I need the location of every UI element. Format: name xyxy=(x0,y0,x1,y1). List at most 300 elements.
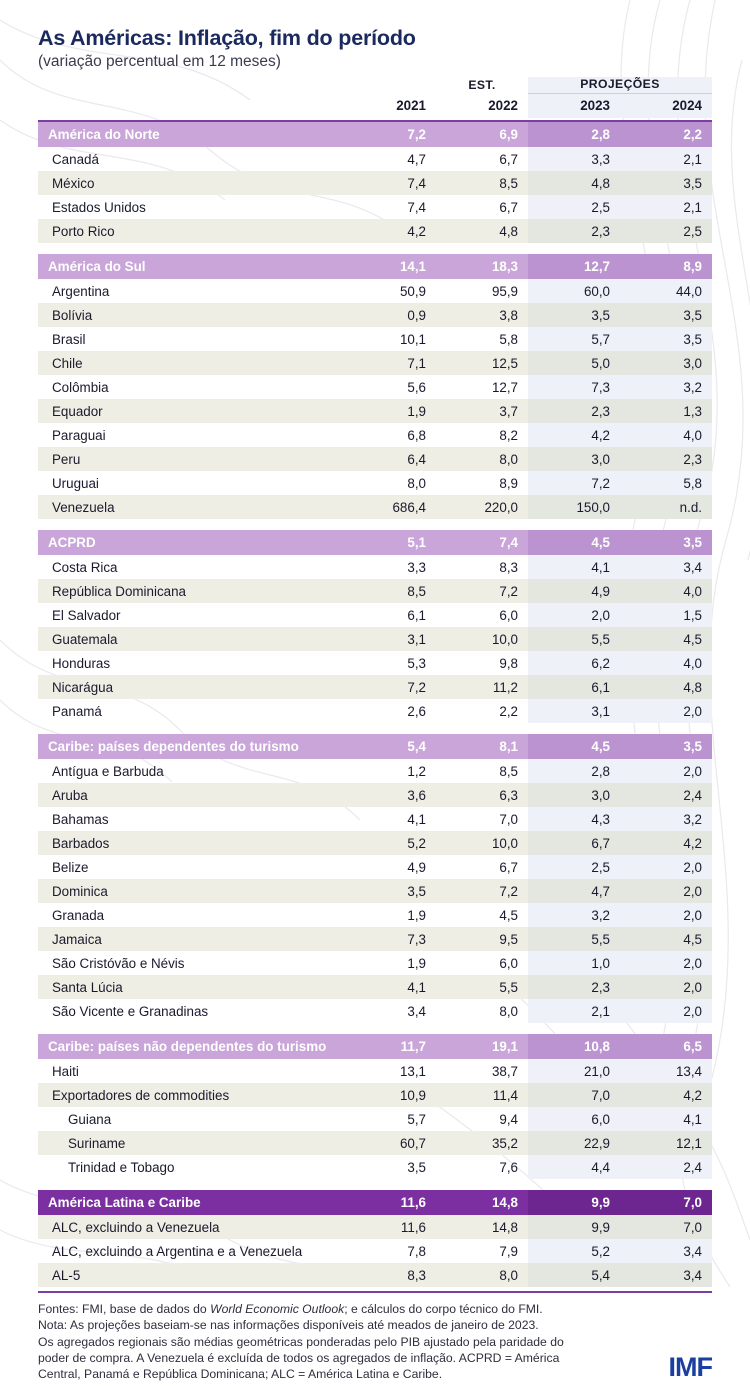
row-label: Colômbia xyxy=(52,379,109,395)
row-value-2021: 3,6 xyxy=(344,783,436,807)
table-row xyxy=(38,831,712,855)
row-value-2022: 8,9 xyxy=(499,475,518,491)
table-row xyxy=(38,495,712,519)
row-value-2021: 3,5 xyxy=(344,879,436,903)
row-label: ALC, excluindo a Argentina e a Venezuela xyxy=(52,1243,303,1259)
row-value-2024: 3,5 xyxy=(620,327,712,351)
table-group-row xyxy=(38,530,712,555)
row-value-2024: 4,2 xyxy=(620,831,712,855)
row-value-2023: 5,0 xyxy=(528,351,620,375)
row-value-2023: 4,2 xyxy=(528,423,620,447)
row-value-2021: 1,2 xyxy=(407,763,426,779)
row-value-2021: 1,9 xyxy=(407,955,426,971)
row-value-2024: 6,5 xyxy=(620,1034,712,1059)
row-value-2024: 2,0 xyxy=(620,999,712,1023)
table-row xyxy=(38,471,712,495)
row-value-2022: 220,0 xyxy=(436,495,528,519)
table-row xyxy=(38,927,712,951)
row-value-2024: 4,0 xyxy=(620,579,712,603)
table-header xyxy=(38,77,712,121)
row-value-2022: 2,2 xyxy=(499,703,518,719)
row-label: Antígua e Barbuda xyxy=(52,763,164,779)
row-label: Caribe: países não dependentes do turismo xyxy=(38,1034,344,1059)
table-row xyxy=(38,675,712,699)
row-value-2024: 3,0 xyxy=(620,351,712,375)
row-value-2022: 35,2 xyxy=(436,1131,528,1155)
row-value-2023: 22,9 xyxy=(528,1131,620,1155)
table-row xyxy=(38,219,712,243)
table-total-row xyxy=(38,1190,712,1215)
spacer-cell xyxy=(38,519,712,530)
row-value-2021: 4,1 xyxy=(407,811,426,827)
row-value-2022: 8,1 xyxy=(436,734,528,759)
row-label: Peru xyxy=(38,447,344,471)
row-value-2024: 3,4 xyxy=(620,1263,712,1287)
table-row xyxy=(38,603,712,627)
row-label: Suriname xyxy=(38,1131,344,1155)
row-value-2024: 3,4 xyxy=(620,1239,712,1263)
footnote-line-4: poder de compra. A Venezuela é excluída de todos os agregados de inflação. ACPRD = América xyxy=(38,1350,560,1365)
table-row xyxy=(38,447,712,471)
row-value-2024: 7,0 xyxy=(620,1215,712,1239)
row-value-2022: 8,3 xyxy=(499,559,518,575)
row-label: Canadá xyxy=(52,151,99,167)
row-value-2023: 2,8 xyxy=(528,121,620,147)
row-label: ALC, excluindo a Venezuela xyxy=(38,1215,344,1239)
row-value-2021: 5,2 xyxy=(344,831,436,855)
spacer-cell xyxy=(38,1179,712,1190)
row-label: Equador xyxy=(38,399,344,423)
spacer-cell xyxy=(38,243,712,254)
row-label: Granada xyxy=(52,907,105,923)
row-label: Paraguai xyxy=(52,427,106,443)
row-value-2022: 7,9 xyxy=(499,1243,518,1259)
table-row xyxy=(38,651,712,675)
row-value-2021: 4,1 xyxy=(344,975,436,999)
row-value-2024: 2,2 xyxy=(620,121,712,147)
row-value-2024: 1,3 xyxy=(620,399,712,423)
row-value-2022: 6,7 xyxy=(499,151,518,167)
table-group-row xyxy=(38,734,712,759)
row-value-2021: 6,4 xyxy=(344,447,436,471)
row-label: Haiti xyxy=(52,1063,79,1079)
row-value-2024: 12,1 xyxy=(620,1131,712,1155)
table-row xyxy=(38,555,712,579)
row-value-2021: 8,0 xyxy=(407,475,426,491)
row-value-2022: 11,2 xyxy=(436,675,528,699)
table-row xyxy=(38,399,712,423)
row-value-2023: 150,0 xyxy=(528,495,620,519)
row-value-2024: 2,4 xyxy=(620,1155,712,1179)
row-value-2024: 2,0 xyxy=(620,879,712,903)
row-value-2022: 6,9 xyxy=(436,121,528,147)
row-value-2024: 4,8 xyxy=(620,675,712,699)
footnote-sources xyxy=(38,1301,712,1317)
row-value-2024: 3,2 xyxy=(620,807,712,831)
footnote-sources-prefix: Fontes: FMI, base de dados do xyxy=(38,1302,211,1317)
row-value-2022: 10,0 xyxy=(436,831,528,855)
row-value-2022: 7,0 xyxy=(499,811,518,827)
row-value-2022: 8,5 xyxy=(499,763,518,779)
row-value-2023: 4,8 xyxy=(528,171,620,195)
row-value-2023: 5,5 xyxy=(528,927,620,951)
table-row xyxy=(38,279,712,303)
row-label: Porto Rico xyxy=(38,219,344,243)
row-value-2022: 95,9 xyxy=(491,283,518,299)
row-value-2022: 3,8 xyxy=(436,303,528,327)
row-value-2022: 6,0 xyxy=(499,955,518,971)
row-label: Argentina xyxy=(52,283,110,299)
row-value-2021: 7,4 xyxy=(407,199,426,215)
row-label: Caribe: países dependentes do turismo xyxy=(38,734,344,759)
row-value-2023: 7,3 xyxy=(528,375,620,399)
row-value-2022: 6,3 xyxy=(436,783,528,807)
row-value-2023: 2,3 xyxy=(528,399,620,423)
row-value-2022: 4,5 xyxy=(499,907,518,923)
row-value-2021: 11,6 xyxy=(344,1215,436,1239)
row-value-2023: 6,7 xyxy=(528,831,620,855)
table-row xyxy=(38,951,712,975)
row-value-2024: 13,4 xyxy=(620,1059,712,1083)
header-est-label: EST. xyxy=(468,77,496,92)
footnote-sources-suffix: ; e cálculos do corpo técnico do FMI. xyxy=(344,1302,543,1317)
table-row xyxy=(38,171,712,195)
row-label: Brasil xyxy=(52,331,86,347)
table-row xyxy=(38,879,712,903)
row-value-2023: 9,9 xyxy=(528,1190,620,1215)
row-value-2021: 4,7 xyxy=(407,151,426,167)
row-value-2021: 5,7 xyxy=(407,1111,426,1127)
table-row xyxy=(38,903,712,927)
row-label: República Dominicana xyxy=(38,579,344,603)
spacer-cell xyxy=(38,1023,712,1034)
row-value-2021: 6,1 xyxy=(407,607,426,623)
row-value-2024: 4,5 xyxy=(620,627,712,651)
row-label: São Vicente e Granadinas xyxy=(52,1003,209,1019)
row-value-2024: 3,5 xyxy=(620,303,712,327)
row-value-2022: 6,7 xyxy=(499,199,518,215)
row-value-2023: 4,5 xyxy=(528,734,620,759)
row-label: Uruguai xyxy=(52,475,99,491)
row-label: América do Sul xyxy=(38,254,344,279)
row-value-2022: 3,7 xyxy=(436,399,528,423)
row-value-2022: 8,2 xyxy=(499,427,518,443)
row-value-2023: 9,9 xyxy=(528,1215,620,1239)
table-row xyxy=(38,999,712,1023)
row-value-2021: 14,1 xyxy=(344,254,436,279)
row-value-2024: 5,8 xyxy=(620,471,712,495)
row-value-2024: 1,5 xyxy=(620,603,712,627)
row-value-2022: 38,7 xyxy=(491,1063,518,1079)
row-value-2021: 5,4 xyxy=(344,734,436,759)
column-header-2022: 2022 xyxy=(488,98,518,114)
row-value-2024: 44,0 xyxy=(620,279,712,303)
row-value-2024: 2,1 xyxy=(620,195,712,219)
row-value-2023: 4,1 xyxy=(528,555,620,579)
table-row xyxy=(38,303,712,327)
row-value-2021: 2,6 xyxy=(407,703,426,719)
table-row xyxy=(38,627,712,651)
row-value-2021: 5,1 xyxy=(344,530,436,555)
row-value-2022: 6,7 xyxy=(499,859,518,875)
table-row xyxy=(38,1239,712,1263)
row-value-2024: n.d. xyxy=(620,495,712,519)
row-value-2021: 0,9 xyxy=(344,303,436,327)
row-value-2021: 5,3 xyxy=(407,655,426,671)
row-value-2023: 4,3 xyxy=(528,807,620,831)
row-value-2023: 60,0 xyxy=(528,279,620,303)
row-value-2024: 2,5 xyxy=(620,219,712,243)
row-label: Jamaica xyxy=(38,927,344,951)
row-value-2024: 3,2 xyxy=(620,375,712,399)
row-value-2023: 5,5 xyxy=(528,627,620,651)
row-value-2023: 4,5 xyxy=(528,530,620,555)
table-row xyxy=(38,1107,712,1131)
table-row xyxy=(38,699,712,723)
row-value-2023: 3,3 xyxy=(528,147,620,171)
row-value-2022: 5,5 xyxy=(436,975,528,999)
column-header-2024: 2024 xyxy=(620,94,712,119)
page-title: As Américas: Inflação, fim do período xyxy=(38,26,416,50)
table-group-row xyxy=(38,1034,712,1059)
row-value-2022: 9,8 xyxy=(499,655,518,671)
row-value-2021: 50,9 xyxy=(399,283,426,299)
row-value-2023: 6,1 xyxy=(528,675,620,699)
table-row xyxy=(38,1059,712,1083)
row-label: Santa Lúcia xyxy=(38,975,344,999)
row-label: Honduras xyxy=(52,655,111,671)
row-value-2023: 3,5 xyxy=(528,303,620,327)
table-row xyxy=(38,1215,712,1239)
row-value-2022: 19,1 xyxy=(436,1034,528,1059)
row-value-2021: 3,1 xyxy=(344,627,436,651)
table-bottom-rule xyxy=(38,1291,712,1293)
row-label: Bolívia xyxy=(38,303,344,327)
row-value-2024: 2,0 xyxy=(620,951,712,975)
row-value-2022: 10,0 xyxy=(436,627,528,651)
table-row xyxy=(38,147,712,171)
row-value-2024: 2,1 xyxy=(620,147,712,171)
row-value-2023: 7,0 xyxy=(528,1083,620,1107)
row-label: Aruba xyxy=(38,783,344,807)
row-value-2023: 3,0 xyxy=(528,783,620,807)
imf-logo: IMF xyxy=(668,1352,712,1383)
row-label: Panamá xyxy=(52,703,102,719)
row-value-2021: 7,2 xyxy=(344,121,436,147)
inflation-table xyxy=(38,77,712,1287)
row-value-2023: 21,0 xyxy=(528,1059,620,1083)
row-value-2022: 8,5 xyxy=(436,171,528,195)
row-value-2021: 10,9 xyxy=(344,1083,436,1107)
row-value-2023: 5,4 xyxy=(528,1263,620,1287)
table-row xyxy=(38,327,712,351)
row-value-2022: 18,3 xyxy=(436,254,528,279)
footnote-sources-publication: World Economic Outlook xyxy=(210,1302,345,1317)
row-label: Exportadores de commodities xyxy=(38,1083,344,1107)
row-value-2021: 3,5 xyxy=(407,1159,426,1175)
row-value-2022: 8,0 xyxy=(499,1003,518,1019)
table-group-row xyxy=(38,254,712,279)
row-value-2021: 686,4 xyxy=(344,495,436,519)
row-label: ACPRD xyxy=(38,530,344,555)
row-label: São Cristóvão e Névis xyxy=(52,955,185,971)
row-label: Chile xyxy=(38,351,344,375)
table-spacer-row xyxy=(38,519,712,530)
spacer-cell xyxy=(38,723,712,734)
row-value-2022: 8,0 xyxy=(436,447,528,471)
table-body xyxy=(38,121,712,1287)
row-label: México xyxy=(38,171,344,195)
table-spacer-row xyxy=(38,243,712,254)
table-group-row xyxy=(38,121,712,147)
row-label: América do Norte xyxy=(38,121,344,147)
table-row xyxy=(38,1131,712,1155)
row-value-2024: 4,0 xyxy=(620,651,712,675)
row-value-2023: 6,2 xyxy=(528,651,620,675)
row-value-2023: 6,0 xyxy=(528,1107,620,1131)
footnotes xyxy=(38,1301,712,1381)
row-value-2024: 2,0 xyxy=(620,759,712,783)
table-row xyxy=(38,375,712,399)
row-value-2023: 3,1 xyxy=(528,699,620,723)
row-value-2022: 9,5 xyxy=(436,927,528,951)
footnote-line-2: Nota: As projeções baseiam-se nas informações disponíveis até meados de janeiro de 2023. xyxy=(38,1318,539,1333)
column-header-2023: 2023 xyxy=(528,94,620,119)
footnote-line-5: Central, Panamá e República Dominicana; ALC = América Latina e Caribe. xyxy=(38,1366,443,1381)
header-projections-label: PROJEÇÕES xyxy=(528,77,712,94)
row-value-2021: 4,9 xyxy=(407,859,426,875)
row-value-2021: 11,6 xyxy=(344,1190,436,1215)
table-row xyxy=(38,855,712,879)
row-label: Nicarágua xyxy=(38,675,344,699)
row-value-2023: 2,1 xyxy=(528,999,620,1023)
row-value-2021: 10,1 xyxy=(399,331,426,347)
row-label: El Salvador xyxy=(52,607,121,623)
row-value-2024: 2,0 xyxy=(620,699,712,723)
row-value-2023: 1,0 xyxy=(528,951,620,975)
row-value-2024: 7,0 xyxy=(620,1190,712,1215)
row-value-2021: 11,7 xyxy=(344,1034,436,1059)
row-value-2024: 8,9 xyxy=(620,254,712,279)
row-value-2024: 2,0 xyxy=(620,903,712,927)
row-value-2024: 3,5 xyxy=(620,734,712,759)
row-value-2023: 4,9 xyxy=(528,579,620,603)
row-value-2022: 11,4 xyxy=(436,1083,528,1107)
row-value-2021: 7,1 xyxy=(344,351,436,375)
table-row xyxy=(38,1083,712,1107)
row-value-2024: 2,0 xyxy=(620,855,712,879)
table-row xyxy=(38,195,712,219)
row-label: Guiana xyxy=(68,1111,112,1127)
row-value-2021: 3,3 xyxy=(407,559,426,575)
row-value-2022: 6,0 xyxy=(499,607,518,623)
table-row xyxy=(38,579,712,603)
row-value-2023: 2,5 xyxy=(528,855,620,879)
row-value-2021: 8,5 xyxy=(344,579,436,603)
row-value-2024: 3,4 xyxy=(620,555,712,579)
table-row xyxy=(38,423,712,447)
row-value-2022: 7,2 xyxy=(436,579,528,603)
row-value-2023: 2,3 xyxy=(528,975,620,999)
row-value-2022: 5,8 xyxy=(499,331,518,347)
row-label: AL-5 xyxy=(38,1263,344,1287)
row-value-2021: 13,1 xyxy=(399,1063,426,1079)
row-label: Dominica xyxy=(38,879,344,903)
row-value-2021: 5,6 xyxy=(407,379,426,395)
table-row xyxy=(38,783,712,807)
row-value-2024: 2,3 xyxy=(620,447,712,471)
row-label: Costa Rica xyxy=(52,559,118,575)
footnote-line-3: Os agregados regionais são médias geométricas ponderadas pelo PIB ajustado pela paridade do xyxy=(38,1334,564,1349)
row-label: Trinidad e Tobago xyxy=(68,1159,175,1175)
row-value-2021: 1,9 xyxy=(407,907,426,923)
row-label: Venezuela xyxy=(38,495,344,519)
row-value-2021: 4,2 xyxy=(344,219,436,243)
table-row xyxy=(38,1263,712,1287)
row-value-2022: 14,8 xyxy=(436,1215,528,1239)
row-label: Guatemala xyxy=(38,627,344,651)
row-value-2022: 14,8 xyxy=(436,1190,528,1215)
row-value-2024: 4,2 xyxy=(620,1083,712,1107)
row-value-2023: 2,8 xyxy=(528,759,620,783)
table-row xyxy=(38,759,712,783)
row-value-2023: 5,7 xyxy=(528,327,620,351)
row-value-2023: 3,2 xyxy=(528,903,620,927)
row-value-2023: 3,0 xyxy=(528,447,620,471)
row-value-2023: 2,5 xyxy=(528,195,620,219)
row-value-2022: 12,5 xyxy=(436,351,528,375)
row-label: Barbados xyxy=(38,831,344,855)
table-row xyxy=(38,1155,712,1179)
table-row xyxy=(38,975,712,999)
row-value-2023: 2,0 xyxy=(528,603,620,627)
row-value-2022: 7,6 xyxy=(499,1159,518,1175)
row-value-2023: 12,7 xyxy=(528,254,620,279)
row-value-2021: 8,3 xyxy=(344,1263,436,1287)
row-value-2024: 4,1 xyxy=(620,1107,712,1131)
row-label: Bahamas xyxy=(52,811,109,827)
table-spacer-row xyxy=(38,723,712,734)
row-value-2024: 3,5 xyxy=(620,171,712,195)
page-subtitle: (variação percentual em 12 meses) xyxy=(38,52,281,70)
row-value-2024: 4,0 xyxy=(620,423,712,447)
row-value-2021: 1,9 xyxy=(344,399,436,423)
row-value-2023: 7,2 xyxy=(528,471,620,495)
row-value-2023: 5,2 xyxy=(528,1239,620,1263)
row-value-2023: 2,3 xyxy=(528,219,620,243)
row-value-2022: 9,4 xyxy=(499,1111,518,1127)
row-label: Estados Unidos xyxy=(52,199,146,215)
row-value-2022: 8,0 xyxy=(436,1263,528,1287)
row-value-2023: 4,4 xyxy=(528,1155,620,1179)
row-value-2021: 7,2 xyxy=(344,675,436,699)
row-value-2021: 6,8 xyxy=(407,427,426,443)
row-value-2024: 2,0 xyxy=(620,975,712,999)
row-value-2022: 4,8 xyxy=(436,219,528,243)
column-header-2021: 2021 xyxy=(396,98,426,114)
row-value-2023: 10,8 xyxy=(528,1034,620,1059)
row-value-2024: 4,5 xyxy=(620,927,712,951)
row-label: Belize xyxy=(52,859,89,875)
table-spacer-row xyxy=(38,1023,712,1034)
row-value-2022: 7,2 xyxy=(436,879,528,903)
row-value-2024: 2,4 xyxy=(620,783,712,807)
row-value-2024: 3,5 xyxy=(620,530,712,555)
table-row xyxy=(38,351,712,375)
table-spacer-row xyxy=(38,1179,712,1190)
row-value-2021: 7,4 xyxy=(344,171,436,195)
row-value-2021: 60,7 xyxy=(344,1131,436,1155)
